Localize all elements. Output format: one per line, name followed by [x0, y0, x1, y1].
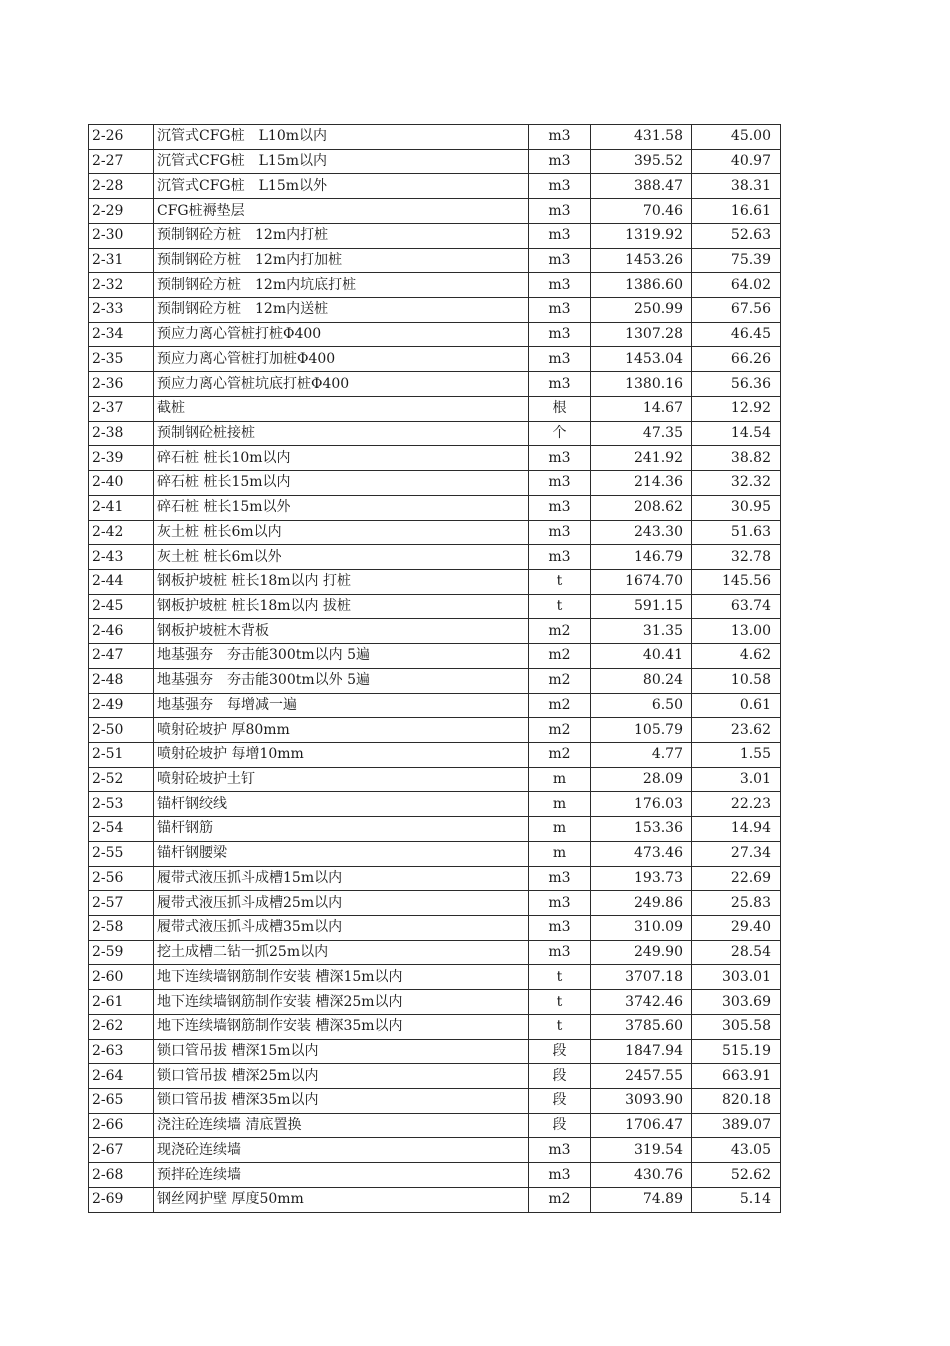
item-name: 预拌砼连续墙 [154, 1163, 529, 1188]
item-code: 2-30 [89, 223, 154, 248]
item-code: 2-37 [89, 396, 154, 421]
item-base-price: 40.41 [591, 644, 692, 669]
item-labor-cost: 38.31 [692, 174, 781, 199]
table-row [89, 1187, 781, 1212]
item-unit: 段 [529, 1113, 591, 1138]
item-unit: 根 [529, 396, 591, 421]
item-unit: m3 [529, 174, 591, 199]
item-labor-cost: 52.62 [692, 1163, 781, 1188]
item-name: 锚杆钢腰梁 [154, 841, 529, 866]
item-labor-cost: 16.61 [692, 199, 781, 224]
item-labor-cost: 22.23 [692, 792, 781, 817]
item-name: 预应力离心管桩打加桩Φ400 [154, 347, 529, 372]
item-base-price: 3742.46 [591, 990, 692, 1015]
item-base-price: 193.73 [591, 866, 692, 891]
item-name: 灰土桩 桩长6m以外 [154, 545, 529, 570]
item-unit: t [529, 569, 591, 594]
item-labor-cost: 32.32 [692, 471, 781, 496]
item-name: 地基强夯 夯击能300tm以内 5遍 [154, 644, 529, 669]
item-base-price: 1380.16 [591, 372, 692, 397]
item-unit: m3 [529, 545, 591, 570]
item-code: 2-63 [89, 1039, 154, 1064]
item-name: 锁口管吊拔 槽深25m以内 [154, 1064, 529, 1089]
item-labor-cost: 1.55 [692, 742, 781, 767]
item-labor-cost: 40.97 [692, 149, 781, 174]
item-code: 2-33 [89, 298, 154, 323]
item-name: 钢板护坡桩 桩长18m以内 拔桩 [154, 594, 529, 619]
item-code: 2-55 [89, 841, 154, 866]
table-row [89, 248, 781, 273]
item-unit: m3 [529, 372, 591, 397]
item-code: 2-65 [89, 1089, 154, 1114]
item-base-price: 28.09 [591, 767, 692, 792]
item-code: 2-51 [89, 742, 154, 767]
item-name: 钢板护坡桩木背板 [154, 619, 529, 644]
item-base-price: 591.15 [591, 594, 692, 619]
item-code: 2-53 [89, 792, 154, 817]
item-name: 预应力离心管桩坑底打桩Φ400 [154, 372, 529, 397]
table-row [89, 817, 781, 842]
item-code: 2-48 [89, 668, 154, 693]
item-base-price: 388.47 [591, 174, 692, 199]
item-name: 现浇砼连续墙 [154, 1138, 529, 1163]
item-unit: m2 [529, 718, 591, 743]
table-row [89, 125, 781, 150]
item-code: 2-59 [89, 940, 154, 965]
item-labor-cost: 27.34 [692, 841, 781, 866]
table-row [89, 891, 781, 916]
item-unit: m3 [529, 199, 591, 224]
item-unit: m2 [529, 693, 591, 718]
table-row [89, 619, 781, 644]
table-row [89, 322, 781, 347]
table-row [89, 347, 781, 372]
item-unit: m2 [529, 1187, 591, 1212]
item-code: 2-41 [89, 495, 154, 520]
table-row [89, 569, 781, 594]
item-code: 2-66 [89, 1113, 154, 1138]
item-labor-cost: 22.69 [692, 866, 781, 891]
table-row [89, 1163, 781, 1188]
item-code: 2-67 [89, 1138, 154, 1163]
item-name: 预制钢砼桩接桩 [154, 421, 529, 446]
item-code: 2-34 [89, 322, 154, 347]
item-base-price: 6.50 [591, 693, 692, 718]
item-base-price: 395.52 [591, 149, 692, 174]
item-unit: m3 [529, 1138, 591, 1163]
item-base-price: 1307.28 [591, 322, 692, 347]
item-base-price: 319.54 [591, 1138, 692, 1163]
item-code: 2-42 [89, 520, 154, 545]
item-base-price: 146.79 [591, 545, 692, 570]
item-base-price: 431.58 [591, 125, 692, 150]
item-name: 喷射砼坡护 厚80mm [154, 718, 529, 743]
item-unit: m3 [529, 298, 591, 323]
item-unit: m2 [529, 619, 591, 644]
item-labor-cost: 43.05 [692, 1138, 781, 1163]
item-labor-cost: 28.54 [692, 940, 781, 965]
item-unit: m3 [529, 149, 591, 174]
item-labor-cost: 51.63 [692, 520, 781, 545]
item-base-price: 105.79 [591, 718, 692, 743]
item-unit: 段 [529, 1064, 591, 1089]
item-name: 地下连续墙钢筋制作安装 槽深35m以内 [154, 1014, 529, 1039]
item-unit: m [529, 792, 591, 817]
item-code: 2-52 [89, 767, 154, 792]
item-base-price: 430.76 [591, 1163, 692, 1188]
item-code: 2-58 [89, 916, 154, 941]
item-code: 2-57 [89, 891, 154, 916]
item-code: 2-50 [89, 718, 154, 743]
table-row [89, 742, 781, 767]
table-row [89, 767, 781, 792]
item-name: 喷射砼坡护 每增10mm [154, 742, 529, 767]
item-labor-cost: 12.92 [692, 396, 781, 421]
item-unit: t [529, 965, 591, 990]
item-code: 2-49 [89, 693, 154, 718]
item-base-price: 4.77 [591, 742, 692, 767]
item-code: 2-29 [89, 199, 154, 224]
table-row [89, 1138, 781, 1163]
item-unit: m [529, 817, 591, 842]
table-row [89, 1089, 781, 1114]
item-name: 锚杆钢绞线 [154, 792, 529, 817]
item-labor-cost: 515.19 [692, 1039, 781, 1064]
table-row [89, 866, 781, 891]
table-row [89, 520, 781, 545]
table-row [89, 446, 781, 471]
table-row [89, 273, 781, 298]
table-body [89, 125, 781, 1213]
item-base-price: 1319.92 [591, 223, 692, 248]
item-name: 锚杆钢筋 [154, 817, 529, 842]
table-row [89, 792, 781, 817]
item-name: 挖土成槽二钻一抓25m以内 [154, 940, 529, 965]
table-row [89, 1064, 781, 1089]
item-labor-cost: 75.39 [692, 248, 781, 273]
quota-rate-table [88, 124, 781, 1213]
item-unit: m [529, 841, 591, 866]
item-labor-cost: 663.91 [692, 1064, 781, 1089]
item-labor-cost: 303.01 [692, 965, 781, 990]
item-code: 2-64 [89, 1064, 154, 1089]
item-name: 履带式液压抓斗成槽25m以内 [154, 891, 529, 916]
item-unit: m3 [529, 1163, 591, 1188]
item-base-price: 1706.47 [591, 1113, 692, 1138]
item-name: 履带式液压抓斗成槽35m以内 [154, 916, 529, 941]
item-name: 地下连续墙钢筋制作安装 槽深25m以内 [154, 990, 529, 1015]
item-code: 2-43 [89, 545, 154, 570]
table-row [89, 644, 781, 669]
item-labor-cost: 66.26 [692, 347, 781, 372]
item-code: 2-28 [89, 174, 154, 199]
item-labor-cost: 820.18 [692, 1089, 781, 1114]
item-code: 2-47 [89, 644, 154, 669]
item-unit: m3 [529, 248, 591, 273]
item-base-price: 74.89 [591, 1187, 692, 1212]
item-base-price: 310.09 [591, 916, 692, 941]
item-name: 碎石桩 桩长15m以内 [154, 471, 529, 496]
item-code: 2-61 [89, 990, 154, 1015]
item-base-price: 176.03 [591, 792, 692, 817]
table-row [89, 421, 781, 446]
item-labor-cost: 305.58 [692, 1014, 781, 1039]
item-unit: m3 [529, 273, 591, 298]
item-name: 预制钢砼方桩 12m内坑底打桩 [154, 273, 529, 298]
item-name: 预制钢砼方桩 12m内送桩 [154, 298, 529, 323]
item-unit: m3 [529, 916, 591, 941]
item-base-price: 1453.04 [591, 347, 692, 372]
item-labor-cost: 46.45 [692, 322, 781, 347]
item-name: CFG桩褥垫层 [154, 199, 529, 224]
item-code: 2-56 [89, 866, 154, 891]
item-labor-cost: 56.36 [692, 372, 781, 397]
item-code: 2-62 [89, 1014, 154, 1039]
item-base-price: 1453.26 [591, 248, 692, 273]
item-base-price: 249.86 [591, 891, 692, 916]
item-name: 浇注砼连续墙 清底置换 [154, 1113, 529, 1138]
item-base-price: 473.46 [591, 841, 692, 866]
item-base-price: 3093.90 [591, 1089, 692, 1114]
item-name: 钢丝网护壁 厚度50mm [154, 1187, 529, 1212]
item-labor-cost: 0.61 [692, 693, 781, 718]
item-name: 沉管式CFG桩 L15m以内 [154, 149, 529, 174]
item-code: 2-39 [89, 446, 154, 471]
item-unit: m3 [529, 446, 591, 471]
item-code: 2-35 [89, 347, 154, 372]
item-labor-cost: 25.83 [692, 891, 781, 916]
item-unit: m3 [529, 891, 591, 916]
item-name: 履带式液压抓斗成槽15m以内 [154, 866, 529, 891]
item-unit: t [529, 990, 591, 1015]
item-labor-cost: 30.95 [692, 495, 781, 520]
item-base-price: 249.90 [591, 940, 692, 965]
item-name: 沉管式CFG桩 L10m以内 [154, 125, 529, 150]
item-code: 2-44 [89, 569, 154, 594]
item-base-price: 153.36 [591, 817, 692, 842]
item-unit: m3 [529, 866, 591, 891]
item-base-price: 80.24 [591, 668, 692, 693]
item-labor-cost: 10.58 [692, 668, 781, 693]
table-row [89, 965, 781, 990]
item-code: 2-45 [89, 594, 154, 619]
item-unit: m3 [529, 471, 591, 496]
table-row [89, 545, 781, 570]
table-row [89, 1039, 781, 1064]
table-row [89, 298, 781, 323]
item-unit: 个 [529, 421, 591, 446]
item-name: 地基强夯 夯击能300tm以外 5遍 [154, 668, 529, 693]
item-unit: m3 [529, 940, 591, 965]
item-base-price: 14.67 [591, 396, 692, 421]
table-row [89, 223, 781, 248]
table-row [89, 1113, 781, 1138]
item-code: 2-31 [89, 248, 154, 273]
table-row [89, 841, 781, 866]
item-labor-cost: 29.40 [692, 916, 781, 941]
item-labor-cost: 38.82 [692, 446, 781, 471]
item-labor-cost: 32.78 [692, 545, 781, 570]
item-name: 沉管式CFG桩 L15m以外 [154, 174, 529, 199]
table-row [89, 916, 781, 941]
item-base-price: 1386.60 [591, 273, 692, 298]
item-unit: m3 [529, 322, 591, 347]
table-row [89, 718, 781, 743]
item-name: 喷射砼坡护土钉 [154, 767, 529, 792]
item-unit: m3 [529, 520, 591, 545]
item-name: 锁口管吊拔 槽深15m以内 [154, 1039, 529, 1064]
item-code: 2-69 [89, 1187, 154, 1212]
item-base-price: 70.46 [591, 199, 692, 224]
table-row [89, 594, 781, 619]
item-labor-cost: 5.14 [692, 1187, 781, 1212]
item-unit: 段 [529, 1039, 591, 1064]
item-unit: t [529, 1014, 591, 1039]
item-name: 锁口管吊拔 槽深35m以内 [154, 1089, 529, 1114]
item-labor-cost: 63.74 [692, 594, 781, 619]
table-row [89, 990, 781, 1015]
item-code: 2-26 [89, 125, 154, 150]
item-base-price: 208.62 [591, 495, 692, 520]
item-labor-cost: 3.01 [692, 767, 781, 792]
item-labor-cost: 67.56 [692, 298, 781, 323]
table-row [89, 372, 781, 397]
item-base-price: 47.35 [591, 421, 692, 446]
item-code: 2-54 [89, 817, 154, 842]
item-code: 2-60 [89, 965, 154, 990]
item-unit: m3 [529, 347, 591, 372]
item-labor-cost: 389.07 [692, 1113, 781, 1138]
item-base-price: 3707.18 [591, 965, 692, 990]
table-row [89, 396, 781, 421]
item-code: 2-68 [89, 1163, 154, 1188]
item-name: 地基强夯 每增减一遍 [154, 693, 529, 718]
item-base-price: 243.30 [591, 520, 692, 545]
item-base-price: 214.36 [591, 471, 692, 496]
table-row [89, 199, 781, 224]
item-labor-cost: 45.00 [692, 125, 781, 150]
item-unit: m2 [529, 644, 591, 669]
item-labor-cost: 64.02 [692, 273, 781, 298]
item-unit: m2 [529, 668, 591, 693]
table-row [89, 693, 781, 718]
item-name: 预制钢砼方桩 12m内打加桩 [154, 248, 529, 273]
table-row [89, 1014, 781, 1039]
table-row [89, 471, 781, 496]
item-base-price: 250.99 [591, 298, 692, 323]
item-labor-cost: 4.62 [692, 644, 781, 669]
item-code: 2-38 [89, 421, 154, 446]
table-row [89, 495, 781, 520]
item-unit: m3 [529, 223, 591, 248]
table-row [89, 149, 781, 174]
item-name: 碎石桩 桩长10m以内 [154, 446, 529, 471]
table-row [89, 668, 781, 693]
table-row [89, 174, 781, 199]
item-base-price: 1847.94 [591, 1039, 692, 1064]
item-name: 地下连续墙钢筋制作安装 槽深15m以内 [154, 965, 529, 990]
item-unit: m3 [529, 495, 591, 520]
item-labor-cost: 14.94 [692, 817, 781, 842]
item-labor-cost: 145.56 [692, 569, 781, 594]
item-code: 2-32 [89, 273, 154, 298]
item-name: 预制钢砼方桩 12m内打桩 [154, 223, 529, 248]
item-name: 钢板护坡桩 桩长18m以内 打桩 [154, 569, 529, 594]
item-code: 2-36 [89, 372, 154, 397]
item-labor-cost: 23.62 [692, 718, 781, 743]
item-unit: t [529, 594, 591, 619]
item-labor-cost: 303.69 [692, 990, 781, 1015]
item-labor-cost: 14.54 [692, 421, 781, 446]
item-code: 2-46 [89, 619, 154, 644]
item-labor-cost: 13.00 [692, 619, 781, 644]
item-labor-cost: 52.63 [692, 223, 781, 248]
item-unit: m3 [529, 125, 591, 150]
item-base-price: 1674.70 [591, 569, 692, 594]
item-code: 2-40 [89, 471, 154, 496]
item-name: 预应力离心管桩打桩Φ400 [154, 322, 529, 347]
item-name: 截桩 [154, 396, 529, 421]
item-base-price: 2457.55 [591, 1064, 692, 1089]
item-unit: 段 [529, 1089, 591, 1114]
item-name: 碎石桩 桩长15m以外 [154, 495, 529, 520]
item-name: 灰土桩 桩长6m以内 [154, 520, 529, 545]
item-unit: m [529, 767, 591, 792]
item-code: 2-27 [89, 149, 154, 174]
item-base-price: 241.92 [591, 446, 692, 471]
item-unit: m2 [529, 742, 591, 767]
item-base-price: 3785.60 [591, 1014, 692, 1039]
item-base-price: 31.35 [591, 619, 692, 644]
table-row [89, 940, 781, 965]
